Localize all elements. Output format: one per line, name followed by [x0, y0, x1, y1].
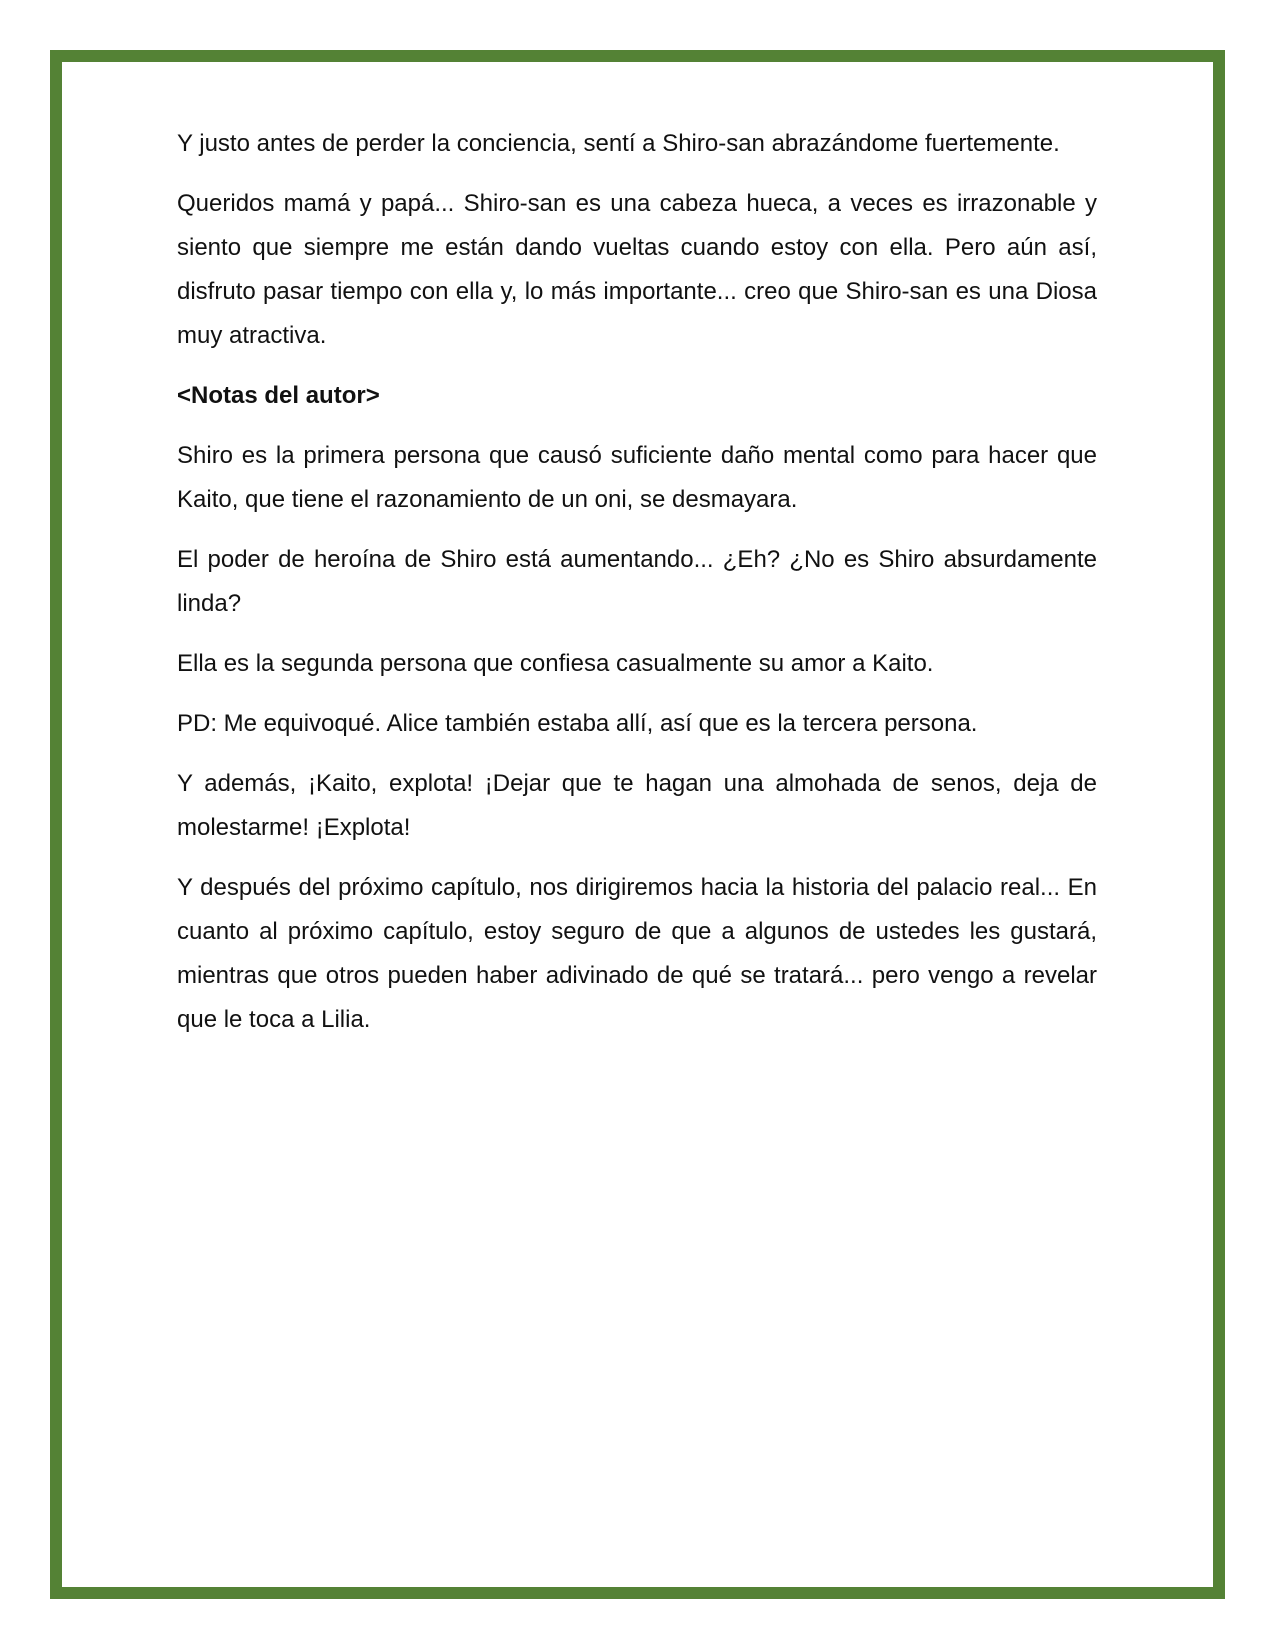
- paragraph: El poder de heroína de Shiro está aumentando... ¿Eh? ¿No es Shiro absurdamente linda?: [177, 546, 1097, 617]
- author-notes-heading: <Notas del autor>: [177, 382, 380, 409]
- paragraph: Shiro es la primera persona que causó suficiente daño mental como para hacer que Kaito, que tiene el razonamiento de un oni, se desmayara.: [177, 442, 1097, 513]
- document-body: [177, 122, 1097, 1058]
- paragraph: PD: Me equivoqué. Alice también estaba allí, así que es la tercera persona.: [177, 710, 978, 737]
- paragraph: Ella es la segunda persona que confiesa casualmente su amor a Kaito.: [177, 650, 934, 677]
- paragraph: Y después del próximo capítulo, nos dirigiremos hacia la historia del palacio real... En cuanto al próximo capítulo, estoy seguro de que a algunos de ustedes les gustará, mientras que otros pueden haber adivinado de qué se tratará... pero vengo a revelar que le toca a Lilia.: [177, 874, 1097, 1033]
- paragraph: Y además, ¡Kaito, explota! ¡Dejar que te hagan una almohada de senos, deja de molestarme! ¡Explota!: [177, 770, 1097, 841]
- paragraph: Y justo antes de perder la conciencia, sentí a Shiro-san abrazándome fuertemente.: [177, 130, 1060, 157]
- paragraph: Queridos mamá y papá... Shiro-san es una cabeza hueca, a veces es irrazonable y siento que siempre me están dando vueltas cuando estoy con ella. Pero aún así, disfruto pasar tiempo con ella y, lo más importante... creo que Shiro-san es una Diosa muy atractiva.: [177, 190, 1097, 349]
